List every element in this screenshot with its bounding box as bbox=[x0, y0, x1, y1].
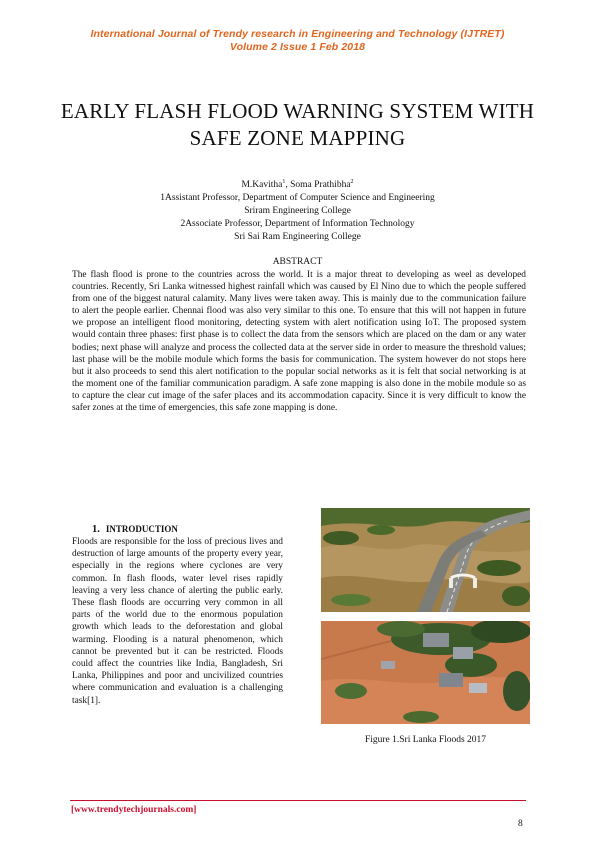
author-2-mark: 2 bbox=[350, 178, 354, 185]
introduction-text: Floods are responsible for the loss of precious lives and destruction of large amounts of the property every year, especially in the regions where cyclones are very common. In flash floods, water level rises rapidly leaving a very less chance of alerting the public early. These flash floods are occurring very common in all parts of the world due to the enormous population growth which leads to the deforestation and global warming. Flooding is a natural phenomenon, which cannot be prevented but it can be restricted. Floods could affect the countries like India, Bangladesh, Sri Lanka, Philippines and poor and uncivilized countries where communication and evaluation is a challenging task[1]. bbox=[72, 537, 283, 706]
flood-photo-village bbox=[321, 621, 530, 724]
author-names bbox=[0, 179, 595, 192]
section-number: 1. bbox=[92, 524, 100, 535]
journal-issue: Volume 2 Issue 1 Feb 2018 bbox=[229, 41, 366, 53]
title-line-2: SAFE ZONE MAPPING bbox=[189, 126, 406, 150]
author-block bbox=[0, 179, 595, 244]
section-title: INTRODUCTION bbox=[105, 524, 178, 534]
paper-title bbox=[40, 98, 555, 152]
author-2: Soma Prathibha bbox=[290, 180, 351, 190]
journal-website-link[interactable]: [www.trendytechjournals.com] bbox=[71, 805, 197, 815]
flood-photo-highway bbox=[321, 508, 530, 612]
abstract-heading: ABSTRACT bbox=[272, 257, 323, 267]
author-1-mark: 1 bbox=[282, 178, 286, 185]
affiliation-2: 2Associate Professor, Department of Information Technology bbox=[180, 219, 415, 229]
page-number: 8 bbox=[518, 819, 523, 829]
figure-caption: Figure 1.Sri Lanka Floods 2017 bbox=[364, 735, 487, 745]
title-line-1: EARLY FLASH FLOOD WARNING SYSTEM WITH bbox=[60, 99, 535, 123]
affiliation-1: 1Assistant Professor, Department of Computer Science and Engineering bbox=[160, 193, 435, 203]
section-heading-introduction bbox=[92, 524, 178, 535]
author-1: M.Kavitha bbox=[241, 180, 283, 190]
author-separator: , bbox=[285, 180, 291, 190]
institution-2: Sri Sai Ram Engineering College bbox=[234, 232, 361, 242]
journal-name: International Journal of Trendy research in Engineering and Technology (IJTRET) bbox=[90, 28, 505, 40]
footer-divider bbox=[70, 800, 526, 801]
institution-1: Sriram Engineering College bbox=[244, 206, 351, 216]
abstract-text: The flash flood is prone to the countries across the world. It is a major threat to developing as weel as developed countries. Recently, Sri Lanka witnessed highest rainfall which was caused by El Nino due to which the people suffered from one of the biggest natural calamity. Many lives were taken away. This is mainly due to the communication failure to alert the people earlier. Chennai flood was also very similar to this one. To ensure that this will not happen in future we propose an intelligent flood monitoring, detecting system with alert notification using IoT. The proposed system would contain three phases: first phase is to collect the data from the sensors which are placed on the dam or any water bodies; next phase will analyze and process the collected data at the server side in order to measure the threshold values; last phase will be the mobile module which forms the basis for communication. The system however do not stops here but it also proceeds to send this alert notification to the popular social networks as it is felt that social networking is at the moment one of the familiar communication paradigm. A safe zone mapping is also done in the mobile module so as to capture the clear cut image of the safer places and its accommodation capacity. Since it is very difficult to know the safer zones at the time of emergencies, this safe zone mapping is done. bbox=[72, 270, 526, 414]
